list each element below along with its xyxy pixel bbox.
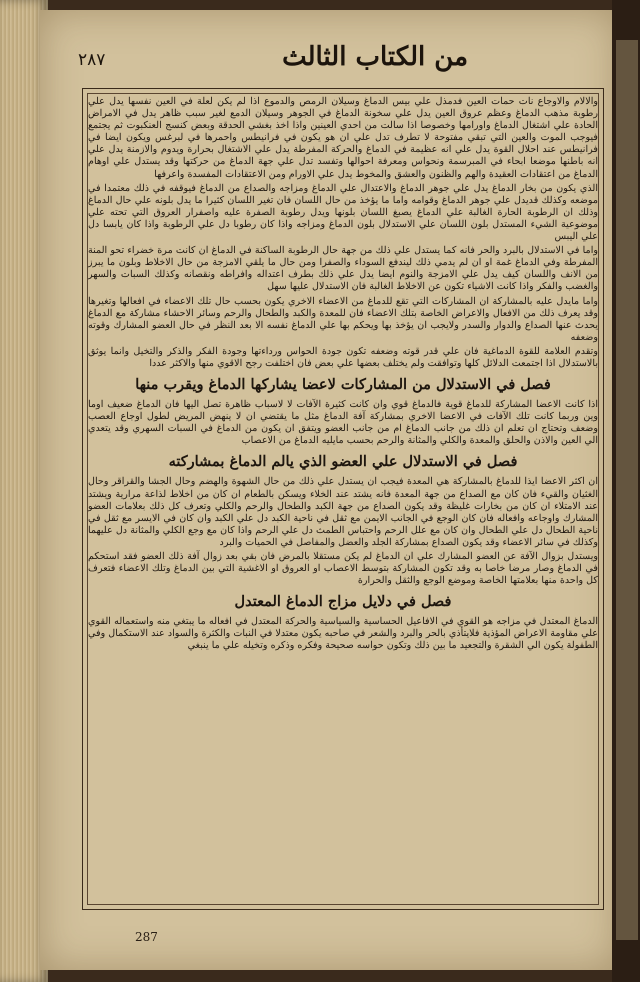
footer-page-number: 287 bbox=[135, 930, 158, 944]
paragraph: الذي يكون من بخار الدماغ يدل علي جوهر الدماغ والاعتدال علي الدماغ ومزاجه والصداع من الدماغ فيوقفه في ذلك معتمدا في موضعه وكذلك قديدل علي جوهر الدماغ وقوامه واما ما يؤخذ من حال اللسان فان تغير اللسان كثيرا ما يدل بلونه علي حال الدماغ وذلك ان الرطوبة الحارة الغالبة علي الدماغ يصبغ اللسان بلونها ويدل رطوبة الصفرة عليه واصفرار العروق التي تحته علي موضوعية الشيء المستدل بلون اللسان علي الاستدلال بلون الدماغ ومزاجه واذا كان رطوبا دل علي الرطوبة واذا كان يابسا دل علي اليبس bbox=[88, 182, 598, 243]
paragraph: واما في الاستدلال بالبرد والحر فانه كما يستدل علي ذلك من جهة حال الرطوبة الساكنة في الدماغ ان كانت مرة خضراء تحو المنة المفرطة وفي الدماغ غمة او ان لم يدمي ذلك ليندفع السوداء والصفرا ومن حال ما يلقي الامزجة من حال الاخلاط وبلون ما يبرز من الانف واللسان كيف يدل علي الامزجة والنوم ايضا يدل علي ذلك بطرف اعتداله وافراطه ونقصانه وكذلك السبات والسهر والغضب والفكر واذا كانت الاشياء تكون عن الاخلاط الغالبة فان الاستدلال عليها سهل bbox=[88, 245, 598, 293]
paragraph: ويستدل بزوال الآفة عن العضو المشارك علي ان الدماغ لم يكن مستقلا بالمرض فان بقي بعد زوال آفة ذلك العضو فقد استحكم في الدماغ وصار مرضا خاصا به وقد تكون المشاركة بتوسط الاعصاب او العروق او الاغشية التي بين الدماغ وتلك الاعضاء فتعرف كل واحدة منها بعلامتها الخاصة وموضع الوجع والثقل والحرارة bbox=[88, 551, 598, 587]
section-heading: فصل في الاستدلال علي العضو الذي يالم الدماغ بمشاركته bbox=[168, 453, 518, 471]
paragraph: واما مايدل عليه بالمشاركة ان المشاركات التي تقع للدماغ من الاعضاء الاخري يكون بحسب حال تلك الاعضاء في افعالها وتغيرها وقد يعرف ذلك من الافعال والاعراض الخاصة بتلك الاعضاء فان للمعدة والكبد والطحال والرحم وسائر الاحشاء مشاركة مع الدماغ يحدث عنها الصداع والدوار والسدر ولايجب ان يؤخذ بها ويحكم بها علي الدماغ نفسه الا بعد النظر في حال العضو المشارك وقوته وضعفه bbox=[88, 295, 598, 343]
main-text bbox=[88, 96, 598, 904]
page-number: ٢٨٧ bbox=[78, 50, 106, 70]
section-heading: فصل في الاستدلال من المشاركات لاعضا يشاركها الدماغ ويقرب منها bbox=[135, 376, 551, 394]
running-title: من الكتاب الثالث bbox=[282, 42, 468, 72]
paragraph: اذا كانت الاعضا المشاركة للدماغ قوية فالدماغ قوي وان كانت كثيرة الآفات لا لاسباب ظاهرة تصل اليها فان الدماغ ضعيف اوما وين وربما كانت تلك الآفات في الاعضا الاخري بمشاركة آفة الدماغ مثل ما يقتضي ان لا ينهض المريض لطول اوجاع العصب وضعف وتحتاج ان تعلم ان ذلك من جانب الدماغ ام من جانب العضو ويتفق ان يكون من الدماغ في السبات السهري وقد يتعدي الي العين والاذن والحلق والمعدة والكلي والمثانة والرحم بحسب مايليه الدماغ من الاعصاب bbox=[88, 399, 598, 447]
paragraph: الدماغ المعتدل في مزاجه هو القوي في الافاعيل الحساسية والسياسية والحركة المعتدل في افعاله ما يبتغي منه واستعماله القوي علي مقاومة الاعراض المؤذية فلايتأذي بالحر والبرد والشعر في صاحبه يكون معتدلا في النبات والكثرة والسواد عند الاستكمال وفي الطفولة يكون الي الشقرة والتجعيد ما بين ذلك وتكون حواسه صحيحة وفكره وذكره وتخيله علي ما ينبغي bbox=[88, 616, 598, 652]
facing-page-peek bbox=[616, 40, 638, 940]
paragraph: وتقدم العلامة للقوة الدماغية فان علي قدر قوته وضعفه تكون جودة الحواس ورداءتها وجودة الفكر والذكر والتخيل وانما يوثق بالاستدلال اذا اجتمعت الدلائل كلها وتوافقت ولم يختلف بعضها علي بعض فان اختلفت رجح الاقوي منها والاكثر عددا bbox=[88, 345, 598, 369]
page-header bbox=[78, 40, 538, 86]
facing-page-edge bbox=[612, 0, 640, 982]
paragraph: والالام والاوجاع نات حمات العين فدمذل علي بيس الدماغ وسيلان الرمص والدموع اذا لم يكن لعلة في العين نفسها يدل علي رطوبة مذهب الدماغ وعظم عروق العين يدل علي سخونة الدماغ في الجوهر وسيلان الدمع لغير سبب ظاهر يدل في الامراض الحادة علي اشتغال الدماغ واورامها وخصوصا اذا سالت من احدي العينين واذا اخذ بغشي الحدقة وبعض كنسج العنكبوت ثم يجتمع فيوجب الموت والعين التي تبقي مفتوحة لا تطرف تدل علي ان هو يكون في فرانيطس واحمرها في لبرغس ويكون ايضا في فرانيطس عند احلال القوة يدل علي انه عظيمة في الدماغ والحركة المفرطة يدل علي الاشتغال بحرارة ويدوم والازمنة يدل علي انه باطنها موضعا ابحاء في المبرسمة ونحواس ومعرفة احوالها وتفسد تدل علي جهة الدماغ من حركتها وقد يستدل علي اوهام الدماغ من اعتقادات العقيدة والهم والظنون والعشق والمخوط يدل علي الاورام ومن الاعتقادات المفسدة واعرفها bbox=[88, 96, 598, 180]
section-heading: فصل في دلايل مزاج الدماغ المعتدل bbox=[234, 593, 452, 611]
paragraph: ان اكثر الاعضا ايذا للدماغ بالمشاركة هي المعدة فيجب ان يستدل علي ذلك من حال الشهوة والهضم وحال الجشا والقراقر وحال الغثيان والقيء فان كان مع الصداع من جهة المعدة فانه يشتد عند الخلاء ويسكن بالطعام ان كان من اخلاط لذاعة مرارية ويشتد عند الامتلاء ان كان من بخارات غليظة وقد يكون الصداع من جهة الكبد والطحال والرحم والكلي وتعرف كل ذلك بعلامات العضو المشارك واوجاعه وافعاله فان كان الوجع في الجانب الايمن مع ثقل في ناحية الكبد دل علي الكبد وان كان في الايسر مع ثقل في ناحية الطحال دل علي الطحال وان كان مع علل الرحم واحتباس الطمث دل علي الرحم واذا كان مع وجع الكلي والمثانة دل عليهما وكذلك في سائر الاعضاء وقد يكون الصداع بمشاركة الجلد والعضل والمفاصل في الحميات والبرد bbox=[88, 476, 598, 548]
